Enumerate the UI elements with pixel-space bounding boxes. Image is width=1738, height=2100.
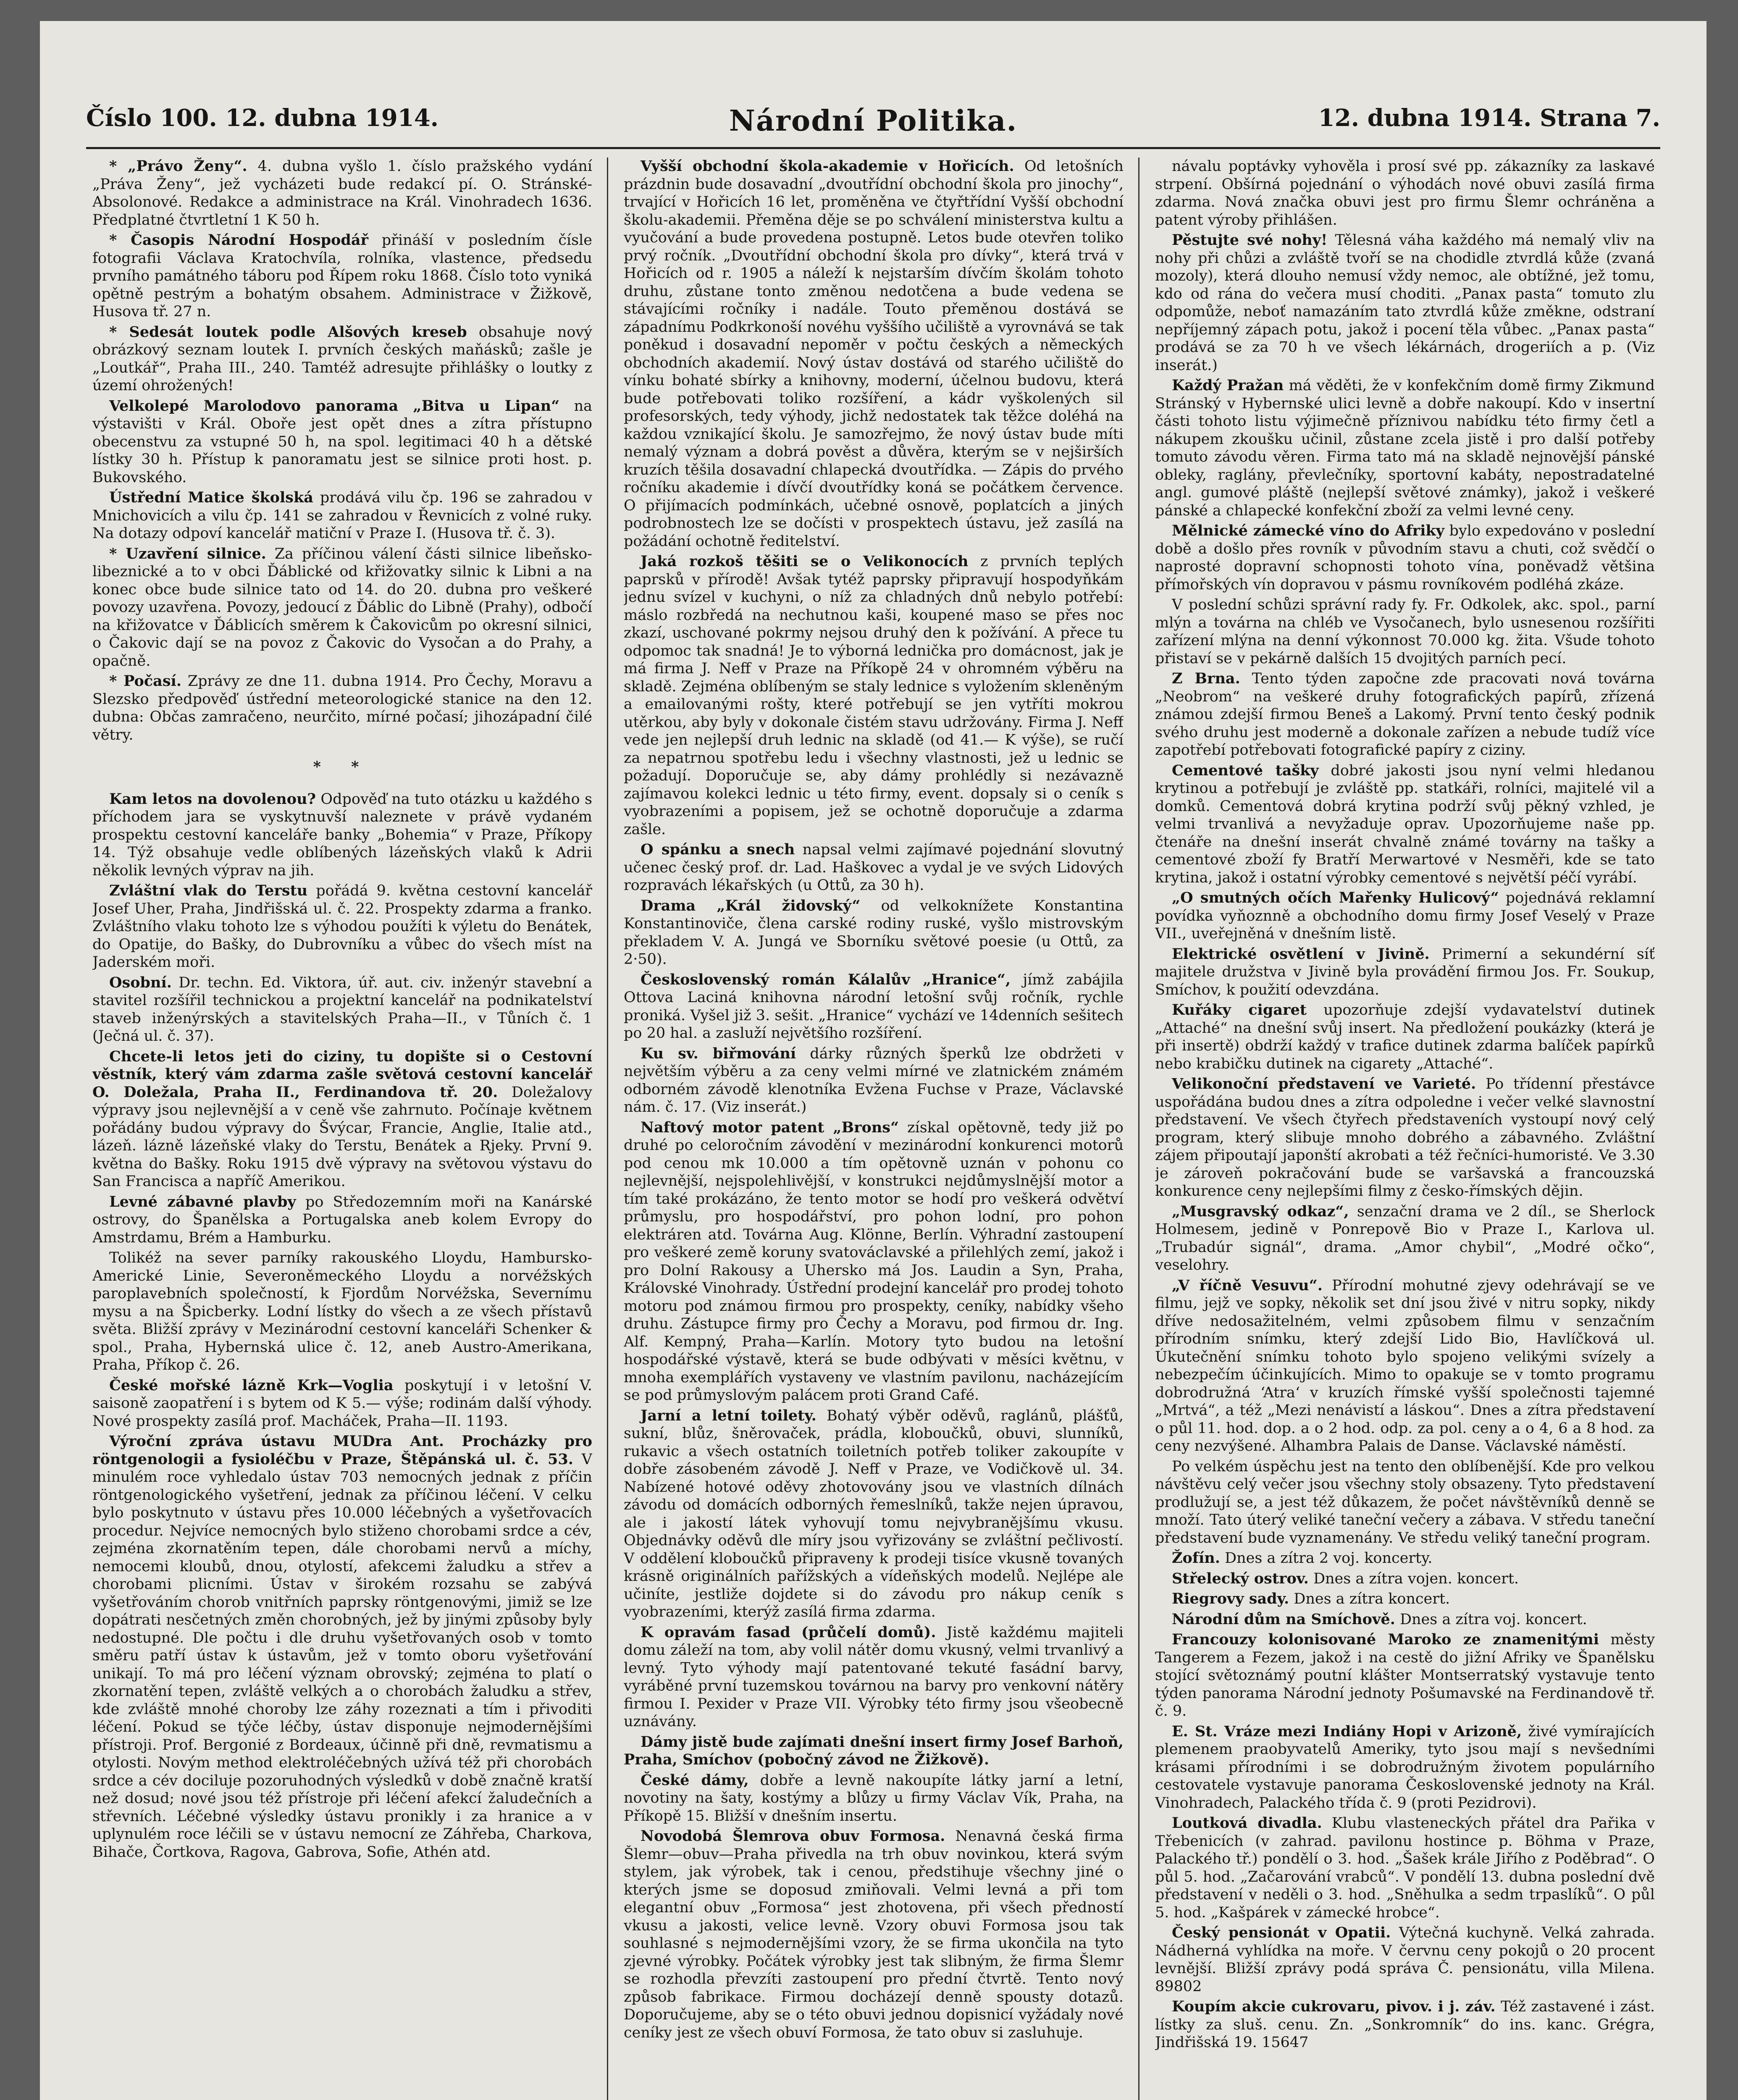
column-2	[624, 158, 1124, 2100]
article-heading: Drama „Král židovský“	[641, 897, 861, 914]
article-text: návalu poptávky vyhověla i prosí své pp. zákazníky za laskavé strpení. Obšírná pojednání o výhodách nové obuvi zasílá firma zdarma. Nová značka obuvi jest pro firmu Šlemr ochráněna a patent výroby přihlášen.	[1155, 158, 1655, 228]
column-rule	[607, 158, 608, 2100]
article-heading: Francouzy kolonisované Maroko ze znamenitými	[1172, 1631, 1599, 1648]
article-text: Klubu vlasteneckých přátel dra Pařika v Třebenicích (v zahrad. pavilonu hostince p. Böhma v Praze, Palackého tř.) pondělí o 3. hod. „Šašek krále Jiřího z Poděbrad“. O půl 5. hod. „Začarování vrabců“. V pondělí 13. dubna poslední dvě představení v neděli o 3. hod. „Sněhulka a sedm trpaslíků“. O půl 5. hod. „Kašpárek v zámecké hrobce“.	[1155, 1815, 1655, 1921]
article-heading: Cementové tašky	[1172, 761, 1319, 779]
article-text: Po velkém úspěchu jest na tento den oblíbenější. Kde pro velkou návštěvu celý večer jsou všechny stoly obsazeny. Tyto představení prodlužují se, a jest též důkazem, že počet návštěvníků denně se množí. Tato úterý veliké taneční večery a zábava. V středu taneční představení bude vyznamenány. Ve středu veliký taneční program.	[1155, 1458, 1655, 1546]
article-text: Bohatý výběr oděvů, raglánů, plášťů, sukní, blůz, šněrovaček, prádla, kloboučků, obuvi, slunníků, rukavic a všech ostatních toiletních potřeb toliker zakoupíte v dobře zásobeném závodě J. Neff v Praze, ve Vodičkově ul. 34. Nabízené hotové oděvy zhotovovány jsou ve vlastních dílnách závodu od domácích odborných řemeslníků, takže nejen úpravou, ale i jakostí látek vyhovují tomu nejvybranějšímu vkusu. Objednávky oděvů dle míry jsou vyřizovány se zvláštní pečlivostí. V oddělení kloboučků připraveny k prodeji tisíce vkusně tovaných krásně originálních pařížských a vídeňských modelů. Nejlépe ale učiníte, jestliže dojdete si do závodu pro nákup ceník s vyobrazeními, kterýž zasílá firma zdarma.	[624, 1407, 1124, 1620]
article-paragraph	[92, 489, 592, 543]
article-text: prodává vilu čp. 196 se zahradou v Mnichovicích a vilu čp. 141 se zahradou v Řevnicích z volné ruky. Na dotazy odpoví kancelář matiční v Praze I. (Husova tř. č. 3).	[92, 489, 592, 542]
article-heading: Chcete-li letos jeti do ciziny, tu dopište si o Cestovní věstník, který vám zdarma zašle světová cestovní kancelář O. Doležala, Praha II., Ferdinandova tř. 20.	[92, 1047, 592, 1101]
article-paragraph	[624, 971, 1124, 1042]
article-paragraph	[1155, 377, 1655, 520]
article-paragraph	[92, 758, 592, 776]
article-text: živé vymírajících plemenem praobyvatelů Ameriky, tyto jsou mají s nevšedními krásami přírodními i se dobrodružným životem populárního cestovatele vystavuje panorama Československé jednoty na Král. Vinohradech, Palackého třída č. 9 (proti Pezidrovi).	[1155, 1723, 1655, 1811]
article-paragraph	[624, 1624, 1124, 1731]
article-heading: Kuřáky cigaret	[1172, 1001, 1307, 1018]
article-heading: České mořské lázně Krk—Voglia	[109, 1376, 394, 1394]
article-heading: * „Právo Ženy“.	[109, 158, 247, 175]
article-heading: Velikonoční představení ve Varieté.	[1172, 1075, 1476, 1092]
article-text: upozorňuje zdejší vydavatelství dutinek „Attaché“ na dnešní svůj insert. Na předložení poukázky (která je při insertě) obdrží každý v trafice dutinek zdarma balíček papírků nebo krabičku dutinek na cigarety „Attaché“.	[1155, 1002, 1655, 1072]
article-heading: Dámy jistě bude zajímati dnešní insert firmy Josef Barhoň, Praha, Smíchov (pobočný závod ne Žižkově).	[624, 1733, 1124, 1768]
article-text: Dnes a zítra 2 voj. koncerty.	[1225, 1550, 1433, 1567]
article-heading: Pěstujte své nohy!	[1172, 231, 1328, 249]
article-heading: O spánku a snech	[641, 841, 795, 858]
article-heading: Levné zábavné plavby	[109, 1193, 296, 1210]
article-paragraph	[1155, 158, 1655, 229]
article-text: pořádá 9. května cestovní kancelář Josef Uher, Praha, Jindřišská ul. č. 22. Prospekty zdarma a franko. Zvláštního vlaku tohoto lze s výhodou použíti k výletu do Benátek, do Opatije, do Bašky, do Dubrovníku a vůbec do všech míst na Jaderském moři.	[92, 882, 592, 971]
article-heading: * Uzavření silnice.	[109, 545, 266, 562]
article-heading: Ústřední Matice školská	[109, 489, 313, 506]
article-text: 4. dubna vyšlo 1. číslo pražského vydání „Práva Ženy“, jež vycházeti bude redakcí pí. O. Stránské-Absolonové. Redakce a administrace na Král. Vinohradech 1636. Předplatné čtvrtletní 1 K 50 h.	[92, 158, 592, 228]
article-paragraph	[1155, 1075, 1655, 1200]
article-heading: Loutková divadla.	[1172, 1814, 1322, 1832]
article-paragraph	[92, 231, 592, 321]
article-heading: Riegrovy sady.	[1172, 1590, 1289, 1607]
article-heading: Naftový motor patent „Brons“	[641, 1118, 899, 1136]
article-text: Tolikéž na sever parníky rakouského Lloydu, Hambursko-Americké Linie, Severoněmeckého Lloydu a norvéžských paroplavebních společností, k Fjordům Norvéžska, Severnímu mysu a na Špicberky. Lodní lístky do všech a ze všech přístavů světa. Bližší zprávy v Mezinárodní cestovní kanceláři Schenker & spol., Praha, Hybernská ulice č. 12, aneb Austro-Amerikana, Praha, Příkop č. 26.	[92, 1250, 592, 1373]
article-text: napsal velmi zajímavé pojednání slovutný učenec český prof. dr. Lad. Haškovec a vydal je ve svých Lidových rozpravách lékařských (u Ottů, za 30 h).	[624, 841, 1124, 894]
article-heading: Osobní.	[109, 974, 172, 991]
article-paragraph	[92, 882, 592, 971]
article-paragraph	[92, 672, 592, 744]
article-paragraph	[1155, 889, 1655, 943]
article-text: Dnes a zítra vojen. koncert.	[1313, 1570, 1519, 1587]
article-text: poskytují i v letošní V. saisoně zaopatření i s bytem od K 5.— výše; rodinám další výhody. Nové prospekty zasílá prof. Macháček, Praha—II. 1193.	[92, 1377, 592, 1430]
column-1	[92, 158, 592, 2100]
article-paragraph	[92, 974, 592, 1045]
article-heading: České dámy,	[641, 1771, 749, 1789]
article-heading: Vyšší obchodní škola-akademie v Hořicích.	[641, 158, 1014, 175]
article-text: z prvních teplých paprsků v přírodě! Avšak tytéž paprsky připravují hospodyňkám jednu svízel v kuchyni, o níž za chladných dnů nebylo potřebí: máslo rozbředá na nechutnou kaši, koupené maso se přes noc zkazí, uschované pokrmy nejsou druhý den k požívání. A přece tu odpomoc tak snadná! Je to výborná lednička pro domácnost, jak je má firma J. Neff v Praze na Příkopě 24 v ohromném výběru na skladě. Zejména oblíbeným se staly lednice s vyložením skleněným a emailovanými rošty, které potřebují se jen vytříti mokrou utěrkou, aby byly v dokonale čistém stavu udržovány. Firma J. Neff vede jen nejlepší druh lednic na skladě (od 41.— K výše), se ručí za nepatrnou spotřebu ledu i všechny vlastnosti, jež u lednic se požadují. Doporučuje se, aby dámy prohlédly si nezávazně zajímavou kolekci lednic u této firmy, event. dopsaly si o ceník s vyobrazeními a popisem, jež se ochotně doporučuje a zdarma zašle.	[624, 553, 1124, 838]
article-paragraph	[1155, 1814, 1655, 1922]
article-paragraph	[624, 1407, 1124, 1621]
article-paragraph	[1155, 522, 1655, 593]
article-heading: Střelecký ostrov.	[1172, 1570, 1309, 1587]
article-paragraph	[1155, 1631, 1655, 1720]
article-paragraph	[92, 1193, 592, 1247]
article-heading: Z Brna.	[1172, 670, 1240, 687]
article-paragraph	[92, 545, 592, 670]
article-paragraph	[1155, 762, 1655, 887]
article-text: Tělesná váha každého má nemalý vliv na nohy při chůzi a zvláště tvoří se na chodidle ztvrdlá kůže (zvaná mozoly), která dlouho nemusí vždy nemoc, ale obtížné, jež tomu, kdo od rána do večera musí choditi. „Panax pasta“ tomuto zlu odpomůže, neboť namazáním tato ztvrdlá kůže změkne, odstraní nepříjemný zápach potu, jakož i pocení těla vůbec. „Panax pasta“ prodává se za 70 h ve všech lékárnách, drogeriích a p. (Viz inserát.)	[1155, 232, 1655, 374]
article-text: Přírodní mohutné zjevy odehrávají se ve filmu, jejž ve sopky, několik set dní jsou živé v nitru sopky, nikdy dříve nedosažitelném, velmi způsobem filmu v senzačním přírodním snímku, který zdejší Lido Bio, Havlíčková ul. Úkutečnění snímku tohoto bylo spojeno velikými svízely a nebezpečím účinkujících. Mimo to opakuje se v tomto programu dobrodružná ‘Atra‘ v kruzích římské vyšší společnosti tajemné „Mrtvá“, a též „Mezi nenávistí a láskou“. Dnes a zítra představení o půl 11. hod. dop. a o 2 hod. odp. za pol. ceny a o 4, 6 a 8 hod. za ceny nezvýšené. Alhambra Palais de Danse. Václavské náměstí.	[1155, 1277, 1655, 1454]
page-number: 12. dubna 1914. Strana 7.	[1318, 104, 1660, 132]
article-paragraph	[1155, 1570, 1655, 1588]
article-paragraph	[92, 790, 592, 880]
article-heading: Elektrické osvětlení v Jivině.	[1172, 945, 1430, 963]
article-heading: Jarní a letní toilety.	[641, 1407, 816, 1424]
article-paragraph	[1155, 596, 1655, 667]
article-text: od velkoknížete Konstantina Konstantinoviče, člena carské rodiny ruské, vyšlo mistrovským překladem V. A. Jungá ve Sborníku světové poesie (u Ottů, za 2·50).	[624, 897, 1124, 968]
article-text: městy Tangerem a Fezem, jakož i na cestě do jižní Afriky ve Španělsku stojící světoznámý poutní klášter Montserratský vystavuje tento týden panorama Národní jednoty Pošumavské na Ferdinandově tř. č. 9.	[1155, 1631, 1655, 1719]
article-text: V poslední schůzi správní rady fy. Fr. Odkolek, akc. spol., parní mlýn a továrna na chléb ve Vysočanech, bylo usnesenou rozšířiti zařízení mlýna na denní výkonnost 70.000 kg. žita. Všude tohoto přistaví se v pekárně dalších 15 dvojitých parních pecí.	[1155, 596, 1655, 667]
article-text: Primerní a sekundérní síť majitele družstva v Jivině byla provádění firmou Jos. Fr. Soukup, Smíchov, k použití odevzdána.	[1155, 945, 1655, 998]
article-text: pojednává reklamní povídka vyňoznně a obchodního domu firmy Josef Veselý v Praze VII., uveřejněná v dnešním listě.	[1155, 890, 1655, 942]
article-text: Zprávy ze dne 11. dubna 1914. Pro Čechy, Moravu a Slezsko předpověď ústřední meteorologické stanice na den 12. dubna: Občas zamračeno, neurčito, mírné počasí; jihozápadní čilé větry.	[92, 673, 592, 743]
article-paragraph	[1155, 945, 1655, 999]
article-heading: Kam letos na dovolenou?	[109, 790, 316, 808]
article-paragraph	[1155, 1998, 1655, 2052]
newspaper-page	[40, 21, 1706, 2100]
article-heading: Koupím akcie cukrovaru, pivov. i j. záv.	[1172, 1998, 1496, 2015]
article-text: Dnes a zítra voj. koncert.	[1399, 1611, 1587, 1628]
article-heading: Národní dům na Smíchově.	[1172, 1610, 1395, 1628]
article-paragraph	[624, 1827, 1124, 2042]
article-paragraph	[92, 158, 592, 229]
article-heading: * *	[313, 758, 372, 775]
column-3	[1155, 158, 1655, 2100]
article-paragraph	[624, 841, 1124, 895]
newspaper-title: Národní Politika.	[729, 104, 1018, 138]
article-text: senzační drama ve 2 díl., se Sherlock Holmesem, jedině v Ponrepově Bio v Praze I., Karlova ul. „Trubadúr signál“, drama. „Amor chybil“, „Modré očko“, veselohry.	[1155, 1203, 1655, 1273]
article-text: bylo expedováno v poslední době a došlo přes rovník v původním stavu a chuti, což svědčí o naprosté dopravní schopnosti tohoto vína, poněvadž většina přímořských vín dopravou v pásmu rovníkovém podléhá zkáze.	[1155, 522, 1655, 593]
article-heading: K opravám fasad (průčelí domů).	[641, 1623, 936, 1641]
article-paragraph	[92, 323, 592, 395]
article-heading: * Sedesát loutek podle Alšových kreseb	[109, 323, 467, 341]
article-paragraph	[624, 1119, 1124, 1404]
article-paragraph	[624, 897, 1124, 969]
article-paragraph	[1155, 1590, 1655, 1608]
article-text: V minulém roce vyhledalo ústav 703 nemocných jednak z příčin röntgenologického vyšetření, jednak za příčinou léčení. V celku bylo poskytnuto v ústavu přes 10.000 léčebných a vyšetřovacích procedur. Nejvíce nemocných bylo stiženo chorobami srdce a cév, zejména zkornatěním tepen, dále chorobami nervů a míchy, nemocemi kloubů, dnou, otylostí, afekcemi žaludku a střev a chorobami plicními. Ústav v širokém rozsahu se zabývá vyšetřováním chorob vnitřních paprsky röntgenovými, jimiž se lze dopátrati nesčetných změn chorobných, jež by jinými způsoby byly nedostupné. Dle počtu i dle druhu vyšetřovaných osob v tomto směru patří ústav k ústavům, jež v tomto oboru vyšetřování unikají. To má pro léčení význam obrovský; zejména to platí o zkornatění tepen, zvláště velkých a o chorobách žaludku a střev, kde zvláště mnohé choroby lze záhy rozeznati a tím i přivoditi léčení. Pokud se týče léčby, ústav disponuje nejmodernějšími přístroji. Prof. Bergonié z Bordeaux, účinně při dně, revmatismu a otylosti. Novým method elektroléčebných užívá též při chorobách srdce a cév dociluje pozoruhodných výsledků v době značně kratší než dosud; nové jsou též přístroje při léčení afekcí žaludečních a střevních. Léčebné výsledky ústavu pronikly i za hranice a v uplynulém roce léčili se v ústavu nemocní ze Záhřeba, Charkova, Bihače, Čortkova, Ragova, Gabrova, Sofie, Athén atd.	[92, 1451, 592, 1861]
article-heading: Zvláštní vlak do Terstu	[109, 882, 308, 899]
article-paragraph	[624, 1772, 1124, 1825]
article-paragraph	[92, 397, 592, 487]
article-paragraph	[624, 553, 1124, 838]
article-heading: Mělnické zámecké víno do Afriky	[1172, 522, 1444, 539]
article-text: Nenavná česká firma Šlemr—obuv—Praha přivedla na trh obuv novinkou, která svým stylem, jak výrobek, tak i cenou, předstihuje všechny jiné o kterých jsme se doposud zmiňovali. Velmi levná a při tom elegantní obuv „Formosa“ jest zhotovena, při všech předností vkusu a jakosti, velice levně. Vzory obuvi Formosa jsou tak souhlasné s nejmodernějšími vzory, že se firma ukončila na tyto zjevné výrobky. Počátek výrobky jest tak slibným, že firma Šlemr se rozhodla převzíti zastoupení pro přední čtvrtě. Tento nový způsob fabrikace. Firmou docházejí denně spousty dotazů. Doporučujeme, aby se o této obuvi jednou dopisnicí vyžádaly nové ceníky jest ze všech obuví Formosa, že tato obuv si zasluhuje.	[624, 1828, 1124, 2041]
article-heading: * Časopis Národní Hospodář	[109, 231, 368, 249]
article-paragraph	[624, 1045, 1124, 1116]
article-text: přináší v posledním čísle fotografii Václava Kratochvíla, rolníka, vlastence, předsedu prvního památného táboru pod Řípem roku 1868. Číslo toto vyniká opětně pestrým a bohatým obsahem. Administrace v Žižkově, Husova tř. 27 n.	[92, 232, 592, 320]
article-text: na výstavišti v Král. Oboře jest opět dnes a zítra přístupno obecenstvu za vstupné 50 h, na spol. legitimaci 40 h a dětské lístky 30 h. Přístup k panoramatu jest se silnice proti host. p. Bukovského.	[92, 397, 592, 486]
article-heading: * Počasí.	[109, 672, 182, 690]
article-text: Od letošních prázdnin bude dosavadní „dvoutřídní obchodní škola pro jinochy“, trvající v Hořicích 16 let, proměněna ve čtyřtřídní Vyšší obchodní školu-akademii. Přeměna děje se po schválení ministerstva kultu a vyučování a bude provedena postupně. Letos bude otevřen toliko prvý ročník. „Dvoutřídní obchodní škola pro dívky“, která trvá v Hořicích od r. 1905 a náleží k nejstarším dívčím školám tohoto druhu, zůstane tonto změnou nedotčena a bude vedena se stávajícími ročníky i nadále. Touto přeměnou dostává se západnímu Podkrkonoší novéhu vyššího učiliště a vyrovnává se tak poněkud i dosavadní nepoměr v počtu českých a německých obchodních akademií. Nový ústav dostává od starého učiliště do vínku bohaté sbírky a knihovny, moderní, účelnou budovu, která bude potřebovati toliko rozšíření, a kádr vyškolených sil profesorských, tedy výhody, jichž nedostatek tak těžce doléhá na každou vznikající školu. Je samozřejmo, že nový ústav bude míti nemalý význam a dobrá pověst a důvěra, kterým se v nejširších kruzích těšila dosavadní chlapecká dvoutřídka. — Zápis do prvého ročníku akademie i dívčí dvoutřídky koná se počátkem července. O přijímacích podmínkách, učebné osnově, poplatcích a jiných podrobnostech lze se dočísti v prospektech ústavu, jež zasílá na požádání ochotně ředitelství.	[624, 158, 1124, 550]
article-text: Za příčinou válení části silnice libeňsko-libeznické a to v obci Ďáblické od křižovatky silnic k Libni a na konec obce bude silnice tato od 14. do 20. dubna pro veškeré povozy uzavřena. Povozy, jedoucí z Ďáblic do Libně (Prahy), odbočí na křižovatce v Ďáblicích směrem k Čakovicům po okresní silnici, o Čakovic dají se na povoz z Čakovic do Vysočan a do Prahy, a opačně.	[92, 545, 592, 669]
article-text: má věděti, že v konfekčním domě firmy Zikmund Stránský v Hybernské ulici levně a dobře nakoupí. Kdo v insertní části tohoto listu výjimečně příznivou nabídku této firmy četl a nákupem zkoušku učinil, zůstane zcela jistě i pro další potřeby tomuto závodu věren. Firma tato má na skladě nejnovější pánské obleky, raglány, převlečníky, sportovní kabáty, nepostradatelné angl. gumové pláště (nejlepší světové známky), jakož i veškeré pánské a chlapecké konfekční zboží za velmi levné ceny.	[1155, 377, 1655, 519]
article-paragraph	[92, 1048, 592, 1191]
article-paragraph	[1155, 670, 1655, 759]
article-text: dárky různých šperků lze obdržeti v největším výběru a za ceny velmi mírné ve zlatnickém známém odborném závodě klenotníka Evžena Fuchse v Praze, Václavské nám. č. 17. (Viz inserát.)	[624, 1045, 1124, 1116]
article-heading: Žofín.	[1172, 1549, 1220, 1567]
article-text: Výtečná kuchyně. Velká zahrada. Nádherná vyhlídka na moře. V červnu ceny pokojů o 20 procent levnější. Bližší zprávy podá správa Č. pensionátu, villa Milena. 89802	[1155, 1924, 1655, 1995]
article-paragraph	[92, 1377, 592, 1431]
article-paragraph	[1155, 1001, 1655, 1073]
article-heading: Ku sv. biřmování	[641, 1045, 796, 1062]
article-text: jímž zabájila Ottova Laciná knihovna národní letošní svůj ročník, rychle proniká. Vyšel již 3. sešit. „Hranice“ vychází ve 14denních sešitech po 20 hal. a zasluží největšího rozšíření.	[624, 971, 1124, 1042]
article-text: dobré jakosti jsou nyní velmi hledanou krytinou a potřebují je zvláště pp. statkáři, rolníci, majitelé vil a domků. Cementová dobrá krytina podrží svůj pěkný vzhled, je velmi trvanlivá a nevyžaduje oprav. Upozorňujeme naše pp. čtenáře na dnešní inserát chvalně známé továrny na tašky a cementové zboží fy Bratří Merwartové v Nesměři, kde se tato krytina, jakož i ostatní výrobky cementové s největší péčí vyrábí.	[1155, 762, 1655, 886]
article-paragraph	[1155, 1458, 1655, 1547]
article-text: Po třídenní přestávce uspořádána budou dnes a zítra odpoledne i večer velké slavnostní představení. Ve všech čtyřech představeních vystoupí nový celý program, který slibuje mnoho dobrého a zábavného. Zvláštní zájem připoutají japonští akrobati a též řečníci-humoristé. Ve 3.30 je zároveň pokračování bude se varšavská a francouzská konkurence ceny nejlepšími filmy z česko-římských dějin.	[1155, 1076, 1655, 1200]
article-text: obsahuje nový obrázkový seznam loutek I. prvních českých maňásků; zašle je „Loutkář“, Praha III., 240. Tamtéž adresujte přihlášky o loutky z území ohrožených!	[92, 323, 592, 394]
article-text: Doležalovy výpravy jsou nejlevnější a v ceně vše zahrnuto. Počínaje květnem pořádány budou výpravy do Švýcar, Francie, Anglie, Italie atd., lázeň. lázně lázeňské vlaky do Terstu, Benátek a Rjeky. První 9. května do Bašky. Roku 1915 dvě výpravy na světovou výstavu do San Francisca a napříč Amerikou.	[92, 1084, 592, 1190]
article-heading: Český pensionát v Opatii.	[1172, 1924, 1391, 1941]
article-paragraph	[1155, 1549, 1655, 1567]
article-text: Dr. techn. Ed. Viktora, úř. aut. civ. inženýr stavební a stavitel rozšířil technickou a projektní kancelář na podnikatelství staveb inženýrských a stavitelských Praha—II., v Tůních č. 1 (Ječná ul. č. 37).	[92, 974, 592, 1045]
article-heading: Každý Pražan	[1172, 377, 1284, 394]
article-text: Tento týden započne zde pracovati nová továrna „Neobrom“ na veškeré druhy fotografických papírů, zřízená známou zdejší firmou Beneš a Lakomý. První tento český podnik svého druhu jest moderně a dokonale zařízen a nebude tudíž více zapotřebí potřebovati fotografické papíry z ciziny.	[1155, 670, 1655, 759]
article-paragraph	[624, 1733, 1124, 1769]
article-paragraph	[1155, 1203, 1655, 1274]
article-paragraph	[1155, 231, 1655, 374]
article-paragraph	[1155, 1611, 1655, 1629]
article-paragraph	[624, 158, 1124, 550]
article-heading: E. St. Vráze mezi Indiány Hopi v Arizoně,	[1172, 1722, 1522, 1740]
article-text: Jistě každému majiteli domu záleží na tom, aby volil nátěr domu vkusný, velmi trvanlivý a levný. Tyto výhody mají patentované tekuté fasádní barvy, vyráběné první tuzemskou továrnou na barvy pro venkovní nátěry firmou I. Pexider v Praze VII. Výrobky této firmy jsou všeobecně uznávány.	[624, 1624, 1124, 1730]
article-text: po Středozemním moři na Kanárské ostrovy, do Španělska a Portugalska aneb kolem Evropy do Amstrdamu, Brém a Hamburku.	[92, 1193, 592, 1246]
article-text: Odpověď na tuto otázku u každého s příchodem jara se vyskytnuvší naleznete v právě vydaném prospektu cestovní kanceláře banky „Bohemia“ v Praze, Příkopy 14. Týž obsahuje vedle oblíbených lázeňských vlaků k Adrii několik levných výprav na jih.	[92, 790, 592, 879]
article-heading: Velkolepé Marolodovo panorama „Bitva u Lipan“	[109, 397, 560, 415]
article-heading: Jaká rozkoš těšiti se o Velikonocích	[641, 553, 969, 570]
article-paragraph	[1155, 1277, 1655, 1455]
article-heading: „V říčně Vesuvu“.	[1172, 1276, 1323, 1294]
masthead	[86, 101, 1660, 149]
article-text: dobře a levně nakoupíte látky jarní a letní, novotiny na šaty, kostýmy a blůzy u firmy Václav Vík, Praha, na Příkopě 15. Bližší v dnešním insertu.	[624, 1772, 1124, 1824]
article-text: Dnes a zítra koncert.	[1294, 1591, 1450, 1607]
article-paragraph	[92, 1433, 592, 1861]
article-paragraph	[1155, 1924, 1655, 1995]
article-heading: Československý román Kálalův „Hranice“,	[641, 971, 1011, 988]
article-paragraph	[92, 1249, 592, 1374]
article-heading: Výroční zpráva ústavu MUDra Ant. Procházky pro röntgenologii a fysioléčbu v Praze, Štěpánská ul. č. 53.	[92, 1433, 592, 1468]
article-heading: „O smutných očích Mařenky Hulicový“	[1172, 889, 1499, 906]
column-rule	[1138, 158, 1139, 2100]
issue-date: Číslo 100. 12. dubna 1914.	[86, 104, 439, 132]
article-heading: Novodobá Šlemrova obuv Formosa.	[641, 1827, 945, 1845]
article-text: Též zastavené i zást. lístky za sluš. cenu. Zn. „Sonkromník“ do ins. kanc. Grégra, Jindřišská 19. 15647	[1155, 1998, 1655, 2051]
article-paragraph	[1155, 1723, 1655, 1812]
article-text: získal opětovně, tedy již po druhé po celoročním závodění v mezinárodní konkurenci motorů pod cenou mk 10.000 a tím opětovně uznán v pohonu co nejlevnější, nejspolehlivější, v konstrukci nejdůmyslnější motor a tím také prokázáno, že tento motor se hodí pro veškerá odvětví průmyslu, pro hospodářství, pro pohon lodní, pro pohon elektráren atd. Továrna Aug. Klönne, Berlín. Výhradní zastoupení pro veškeré země koruny svatováclavské a přilehlých zemí, jakož i pro Dolní Rakousy a Uhersko má Jos. Laudin a Syn, Praha, Královské Vinohrady. Ústřední prodejní kancelář pro prodej tohoto motoru pod známou firmou pro prospekty, ceníky, nabídky všeho druhu. Zástupce firmy pro Čechy a Moravu, pod firmou dr. Ing. Alf. Kempný, Praha—Karlín. Motory tyto budou na letošní hospodářské výstavě, která se bude odbývati v měsíci květnu, v mnoha exemplářích vystaveny ve vlastním pavilonu, nacházejícím se pod průmyslovým palácem proti Grand Café.	[624, 1119, 1124, 1404]
article-heading: „Musgravský odkaz“,	[1172, 1202, 1349, 1220]
